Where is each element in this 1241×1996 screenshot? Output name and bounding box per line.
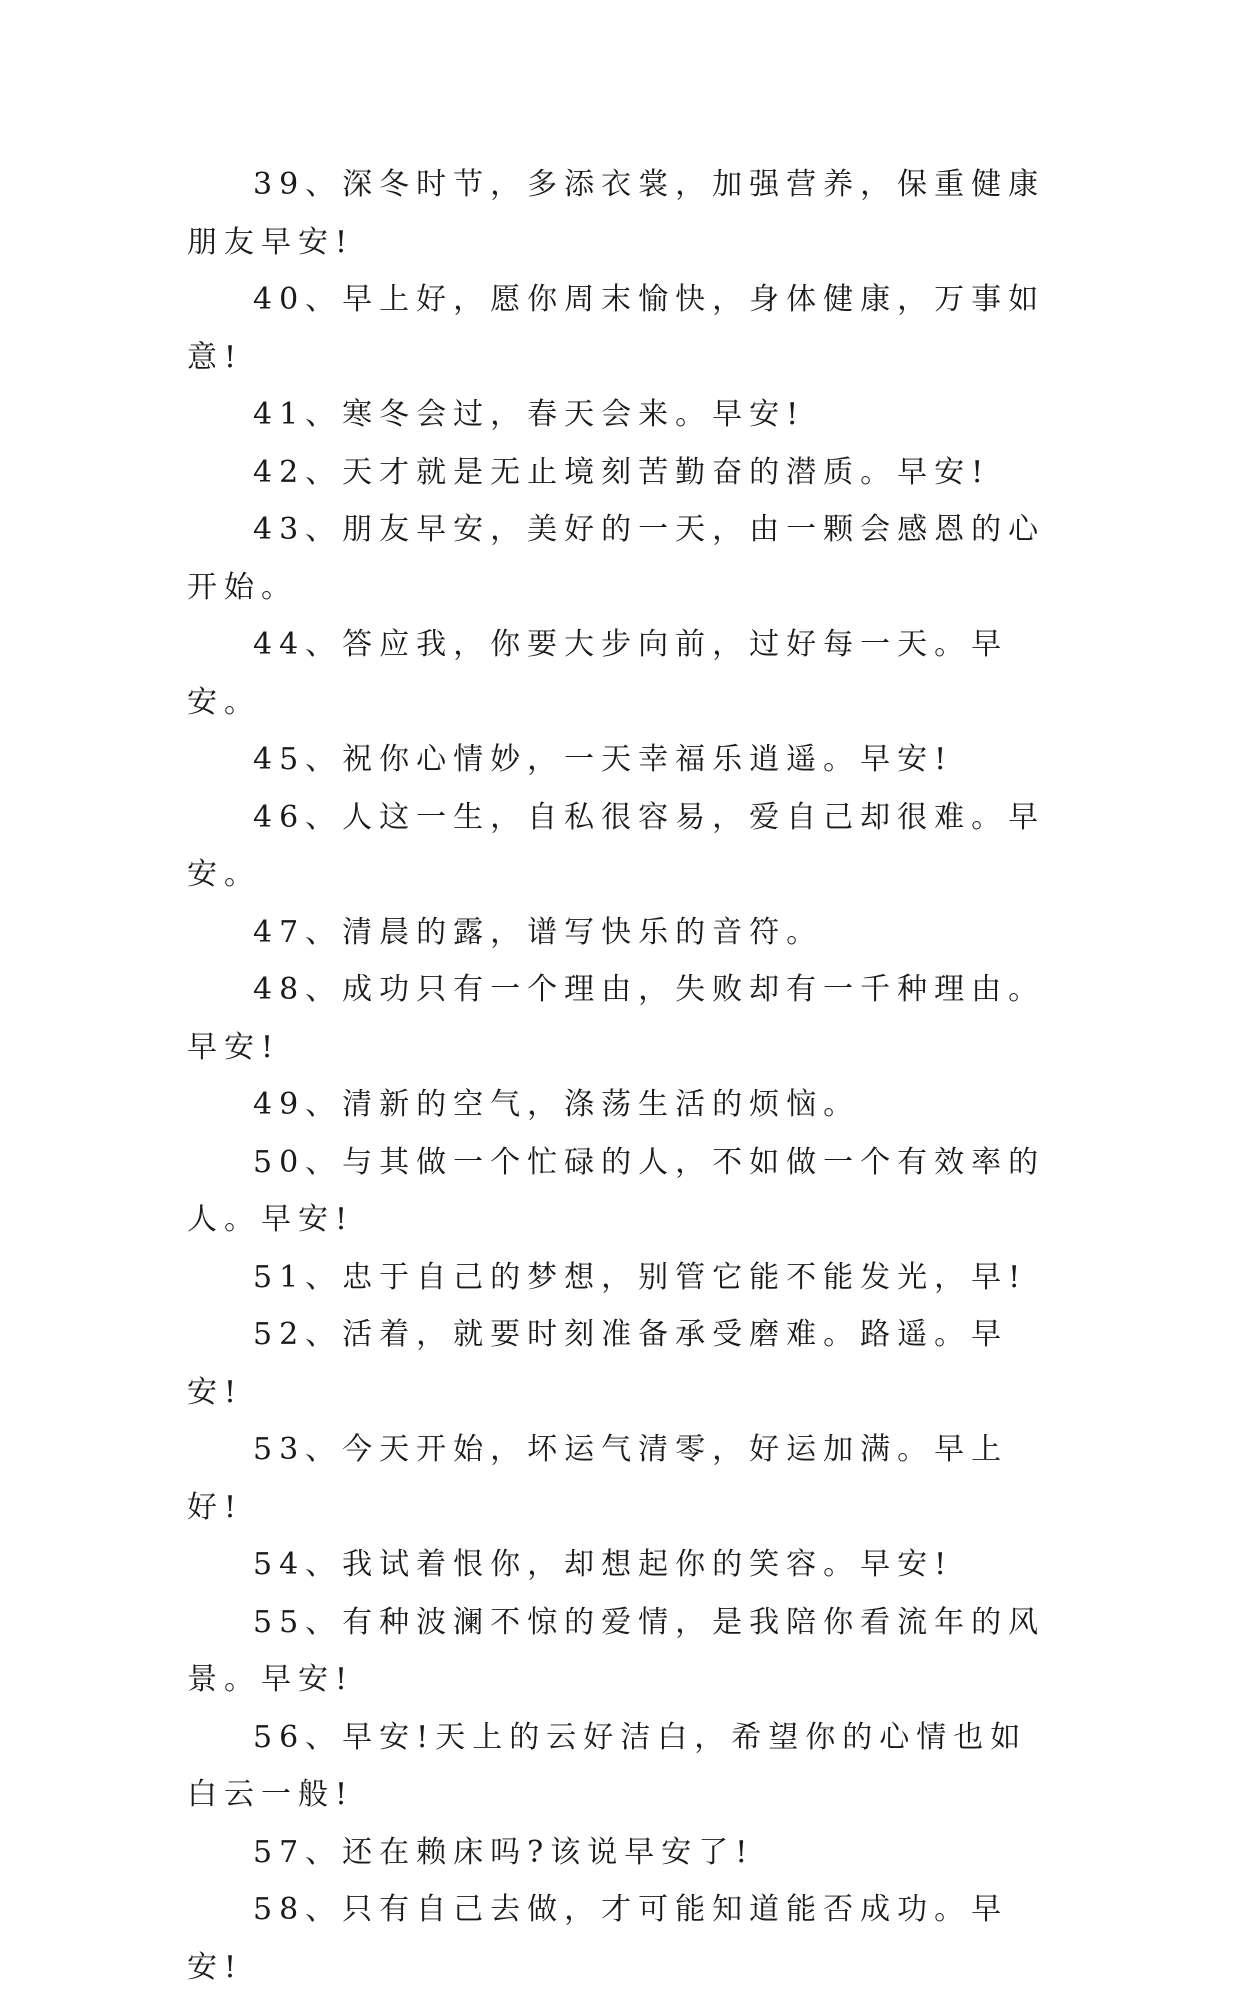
paragraph-52: 52、活着，就要时刻准备承受磨难。路遥。早安! [187, 1317, 1009, 1410]
paragraph-48: 48、成功只有一个理由，失败却有一千种理由。早安! [187, 972, 1046, 1065]
paragraph-45: 45、祝你心情妙，一天幸福乐逍遥。早安! [253, 742, 954, 777]
paragraph-55: 55、有种波澜不惊的爱情，是我陪你看流年的风景。早安! [187, 1604, 1046, 1697]
paragraph-47: 47、清晨的露，谱写快乐的音符。 [253, 914, 824, 950]
paragraph-57: 57、还在赖床吗?该说早安了! [253, 1834, 755, 1870]
paragraph-53: 53、今天开始，坏运气清零，好运加满。早上好! [187, 1432, 1009, 1525]
paragraph-42: 42、天才就是无止境刻苦勤奋的潜质。早安! [253, 454, 991, 490]
paragraph-44: 44、答应我，你要大步向前，过好每一天。早安。 [187, 627, 1009, 720]
paragraph-41: 41、寒冬会过，春天会来。早安! [253, 397, 806, 432]
document-body [187, 156, 1047, 1996]
paragraph-39: 39、深冬时节，多添衣裳，加强营养，保重健康朋友早安! [187, 167, 1046, 260]
paragraph-46: 46、人这一生，自私很容易，爱自己却很难。早安。 [187, 799, 1046, 892]
paragraph-51: 51、忠于自己的梦想，别管它能不能发光，早! [253, 1259, 1028, 1295]
paragraph-54: 54、我试着恨你，却想起你的笑容。早安! [253, 1547, 954, 1582]
paragraph-49: 49、清新的空气，涤荡生活的烦恼。 [253, 1087, 861, 1122]
paragraph-43: 43、朋友早安，美好的一天，由一颗会感恩的心开始。 [187, 512, 1046, 605]
paragraph-40: 40、早上好，愿你周末愉快，身体健康，万事如意! [187, 282, 1046, 375]
paragraph-58: 58、只有自己去做，才可能知道能否成功。早安! [187, 1892, 1009, 1985]
paragraph-56: 56、早安!天上的云好洁白，希望你的心情也如白云一般! [187, 1719, 1028, 1812]
paragraph-50: 50、与其做一个忙碌的人，不如做一个有效率的人。早安! [187, 1144, 1046, 1237]
